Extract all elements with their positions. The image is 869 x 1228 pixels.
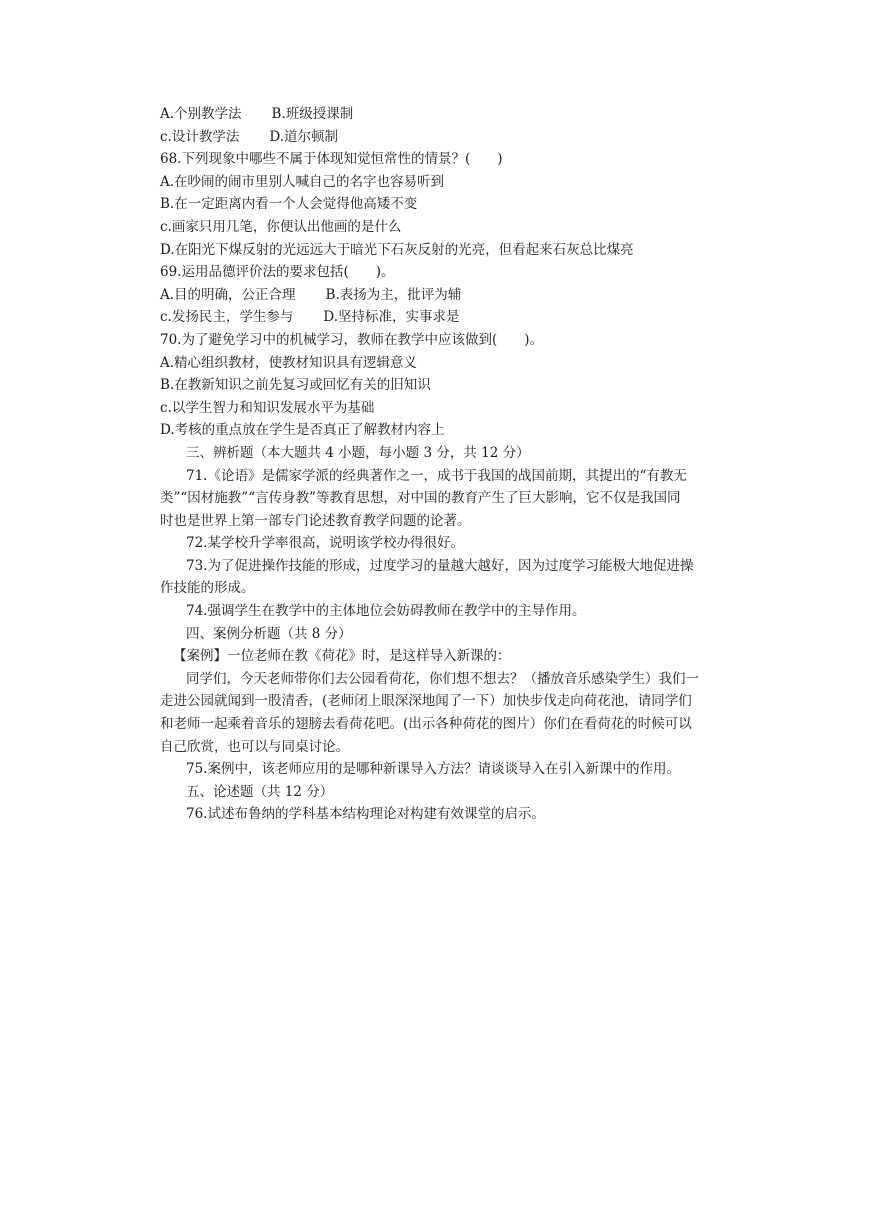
q71-line-2: 类”“因材施教”“言传身教”等教育思想，对中国的教育产生了巨大影响，它不仅是我国同 <box>160 490 681 507</box>
q70-option-a: A.精心组织教材，使教材知识具有逻辑意义 <box>160 354 418 371</box>
q75: 75.案例中，该老师应用的是哪种新课导入方法？请谈谈导入在引入新课中的作用。 <box>186 761 680 778</box>
q73-line-2: 作技能的形成。 <box>160 580 255 597</box>
q68-option-b: B.在一定距离内看一个人会觉得他高矮不变 <box>160 196 418 213</box>
q69-option-d: D.坚持标准，实事求是 <box>323 309 460 326</box>
case-line-3: 和老师一起乘着音乐的翅膀去看荷花吧。(出示各种荷花的图片）你们在看荷花的时候可以 <box>160 716 692 733</box>
case-line-1: 同学们，今天老师带你们去公园看荷花，你们想不想去？（播放音乐感染学生）我们一 <box>186 670 699 687</box>
q67-option-d: D.道尔顿制 <box>269 128 338 145</box>
q72: 72.某学校升学率很高，说明该学校办得很好。 <box>186 535 464 552</box>
q74: 74.强调学生在教学中的主体地位会妨碍教师在教学中的主导作用。 <box>186 603 586 620</box>
section4-heading: 四、案例分析题（共 8 分） <box>186 625 352 642</box>
q67-options-row-1 <box>160 103 740 126</box>
q71-line-1: 71.《论语》是儒家学派的经典著作之一，成书于我国的战国前期，其提出的“有教无 <box>186 467 687 484</box>
q67-option-a: A.个别教学法 <box>160 106 242 122</box>
case-line-4: 自己欣赏，也可以与同桌讨论。 <box>160 738 349 755</box>
case-line-2: 走进公园就闻到一股清香，(老师闭上眼深深地闻了一下）加快步伐走向荷花池，请同学们 <box>160 693 692 710</box>
q67-options-row-2 <box>160 126 740 149</box>
q76: 76.试述布鲁纳的学科基本结构理论对构建有效课堂的启示。 <box>186 806 545 823</box>
q67-option-b: B.班级授课制 <box>271 106 354 122</box>
section5-heading: 五、论述题（共 12 分） <box>186 783 334 800</box>
q69-option-b: B.表扬为主，批评为辅 <box>325 286 462 303</box>
q69-options-row-1 <box>160 284 740 307</box>
q68-option-c: c.画家只用几笔，你便认出他画的是什么 <box>160 218 402 235</box>
q70-stem: 70.为了避免学习中的机械学习，教师在教学中应该做到( )。 <box>160 331 544 348</box>
section3-heading: 三、辨析题（本大题共 4 小题，每小题 3 分，共 12 分） <box>186 444 530 461</box>
q69-option-c: c.发扬民主，学生参与 <box>160 309 294 326</box>
q67-option-c: c.设计教学法 <box>160 128 240 145</box>
q71-line-3: 时也是世界上第一部专门论述教育教学问题的论著。 <box>160 512 471 529</box>
q68-stem: 68.下列现象中哪些不属于体现知觉恒常性的情景？( ) <box>160 151 503 168</box>
q73-line-1: 73.为了促进操作技能的形成，过度学习的量越大越好，因为过度学习能极大地促进操 <box>186 557 694 574</box>
q70-option-b: B.在教新知识之前先复习或回忆有关的旧知识 <box>160 377 431 394</box>
q70-option-c: c.以学生智力和知识发展水平为基础 <box>160 399 375 416</box>
exam-content <box>160 103 740 826</box>
q69-stem: 69.运用品德评价法的要求包括( )。 <box>160 264 395 281</box>
q69-option-a: A.目的明确，公正合理 <box>160 286 296 303</box>
q68-option-a: A.在吵闹的闹市里别人喊自己的名字也容易听到 <box>160 173 445 190</box>
q69-options-row-2 <box>160 306 740 329</box>
q68-option-d: D.在阳光下煤反射的光远远大于暗光下石灰反射的光亮，但看起来石灰总比煤亮 <box>160 241 634 258</box>
case-intro: 【案例】一位老师在教《荷花》时，是这样导入新课的： <box>173 648 511 665</box>
q70-option-d: D.考核的重点放在学生是否真正了解教材内容上 <box>160 422 445 439</box>
